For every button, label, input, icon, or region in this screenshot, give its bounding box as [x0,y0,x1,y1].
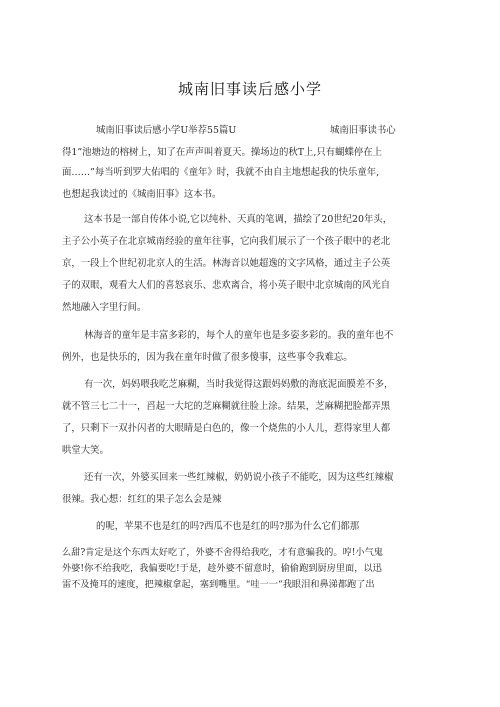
body-line: 也想起我读过的《城南旧事》这本书。 [62,189,222,200]
body-line: 得1”池塘边的榕树上，知了在声声叫着夏天。操场边的秋T上,只有蝴蝶停在上 [62,147,382,158]
body-line: 雷不及掩耳的速度，把辣椒拿起，塞到嘴里。“哇一一“我眼泪和鼻涕都跑了出 [62,579,375,590]
body-line: 了，只剩下一双扑闪者的大眼睛是白色的，像一个烧焦的小人儿，惹得家里人都 [62,423,391,434]
body-line: 就不管三七二十一，舀起一大坨的芝麻糊就往脸上涂。结果，芝麻糊把脸都弄黑 [62,401,391,412]
body-line: 么甜?肯定是这个东西太好吃了，外婆不舍得给我吃，才有意骗我的。哼!小气鬼 [62,547,383,558]
page-title: 城南旧事读后感小学 [177,80,322,98]
body-line: 有一次，妈妈喂我吃芝麻糊，当时我觉得这跟妈妈敷的海底泥面膜差不多， [84,379,394,390]
body-line: 子的双眼，观看大人们的喜怒哀乐、悲欢离合，将小英子眼中北京城南的风光自 [62,280,391,291]
body-line: 例外，也是快乐的，因为我在童年时做了很多傻事，这些事令我难忘。 [62,352,353,363]
body-line: 外婆!你不给我吃，我偏要吃!于是，趁外婆不留意时，偷偷跑到厨房里面，以迅 [62,563,382,574]
body-line: 很辣。我心想：红红的果子怎么会是辣 [62,494,222,505]
subtitle-left: 城南旧事读后感小学U举荐55篇U [96,125,237,136]
body-line: 京，一段上个世纪初北京人的生活。林海音以她超逸的文字风格，通过主子公英 [62,258,391,269]
body-line: 还有一次，外婆买回来一些红辣椒，奶奶说小孩子不能吃，因为这些红辣椒 [84,472,394,483]
body-line: 主子公小英子在北京城南经验的童年往事，它向我们展示了一个孩子眼中的老北 [62,236,391,247]
subtitle-right: 城南旧事读书心 [330,125,396,136]
body-line: 的呢，苹果不也是红的吗?西瓜不也是红的吗?那为什么它们都那 [96,521,360,532]
body-line: 这本书是一部自传体小说,它以纯朴、天真的笔调，描绘了20世纪20年头， [84,214,393,225]
body-line: 面……”每当听到罗大佑唱的《童年》时，我就不由自主地想起我的快乐童年, [62,167,380,178]
body-line: 林海音的童年是丰富多彩的，每个人的童年也是多姿多彩的。我的童年也不 [84,330,394,341]
body-line: 然地融入字里行间。 [62,302,147,313]
body-line: 哄堂大笑。 [62,445,109,456]
